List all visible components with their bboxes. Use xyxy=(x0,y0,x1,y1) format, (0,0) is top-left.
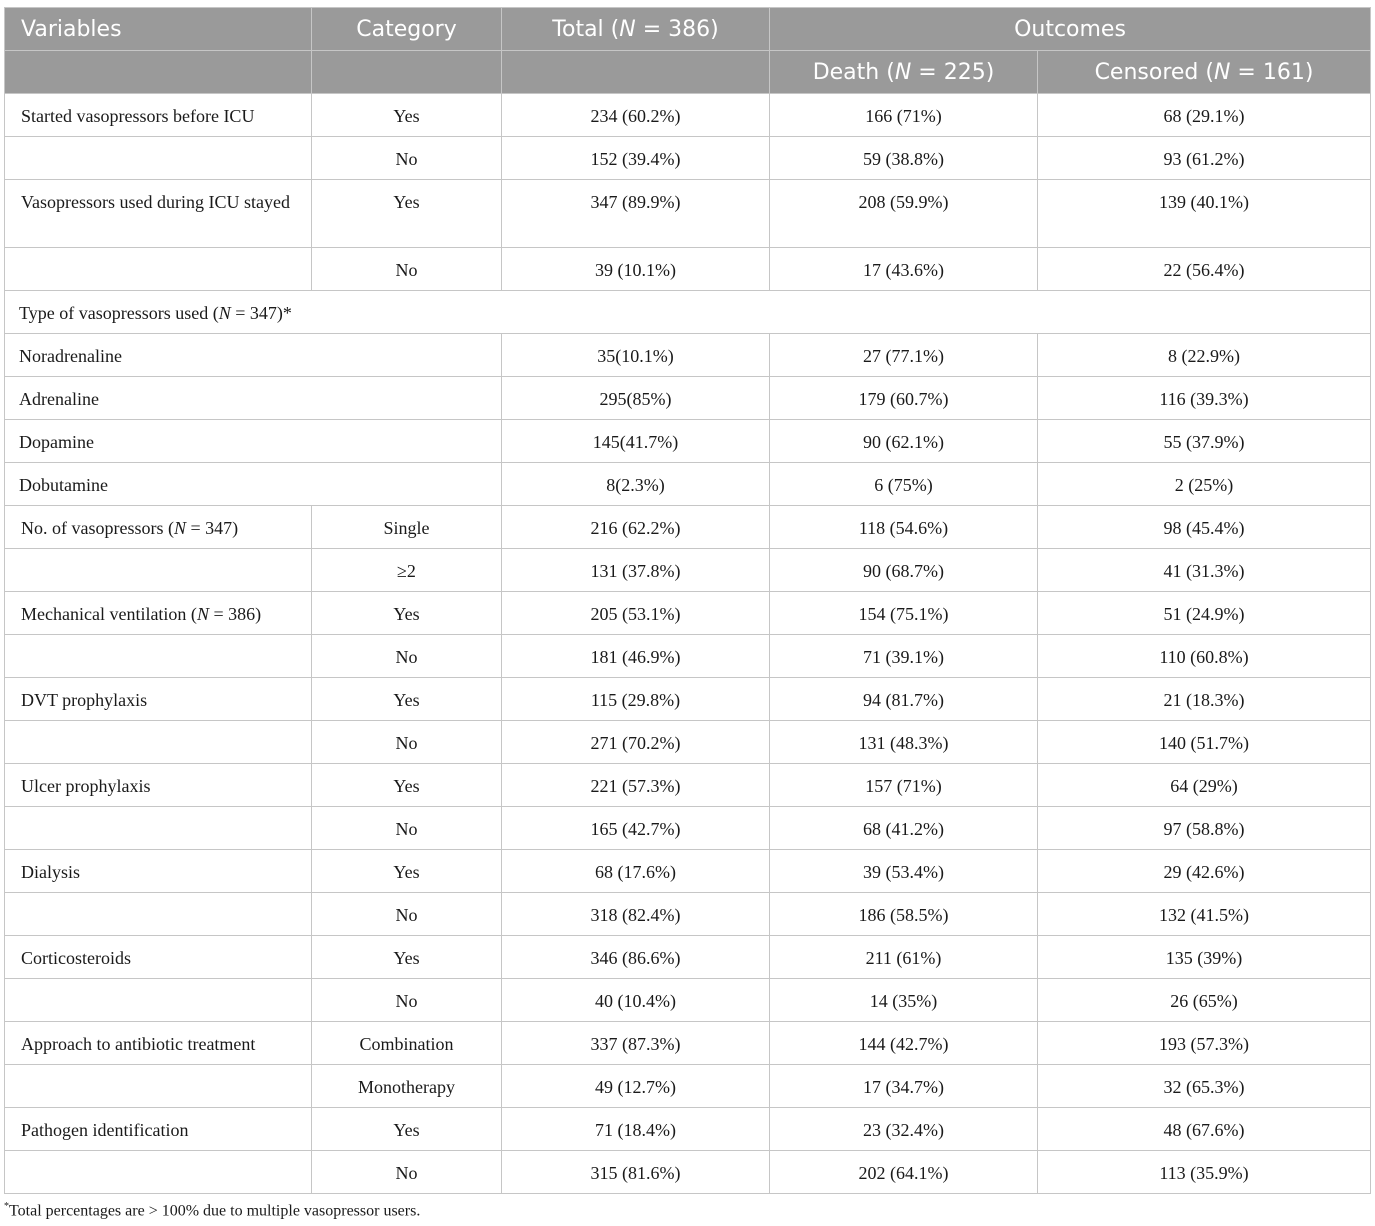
cell-total: 145(41.7%) xyxy=(502,420,770,463)
cell-total: 346 (86.6%) xyxy=(502,936,770,979)
cell-total: 39 (10.1%) xyxy=(502,248,770,291)
cell-total: 40 (10.4%) xyxy=(502,979,770,1022)
table-row xyxy=(5,137,1371,180)
cell-death: 17 (34.7%) xyxy=(770,1065,1038,1108)
cell-category: No xyxy=(312,979,502,1022)
cell-variable xyxy=(5,979,312,1022)
cell-censored: 113 (35.9%) xyxy=(1038,1151,1371,1194)
cell-death: 211 (61%) xyxy=(770,936,1038,979)
cell-variable xyxy=(5,137,312,180)
table-row xyxy=(5,1151,1371,1194)
cell-total: 181 (46.9%) xyxy=(502,635,770,678)
cell-censored: 48 (67.6%) xyxy=(1038,1108,1371,1151)
cell-category: No xyxy=(312,807,502,850)
cell-total: 337 (87.3%) xyxy=(502,1022,770,1065)
cell-censored: 68 (29.1%) xyxy=(1038,94,1371,137)
cell-censored: 51 (24.9%) xyxy=(1038,592,1371,635)
cell-total: 131 (37.8%) xyxy=(502,549,770,592)
header-empty-2 xyxy=(312,51,502,94)
cell-category: Yes xyxy=(312,678,502,721)
cell-total: 152 (39.4%) xyxy=(502,137,770,180)
cell-total: 315 (81.6%) xyxy=(502,1151,770,1194)
cell-variable: Dialysis xyxy=(5,850,312,893)
header-death: Death (N = 225) xyxy=(770,51,1038,94)
cell-death: 166 (71%) xyxy=(770,94,1038,137)
table-row xyxy=(5,506,1371,549)
cell-variable: Corticosteroids xyxy=(5,936,312,979)
cell-category: Monotherapy xyxy=(312,1065,502,1108)
cell-variable xyxy=(5,1151,312,1194)
cell-total: 318 (82.4%) xyxy=(502,893,770,936)
cell-category: No xyxy=(312,893,502,936)
cell-category: Yes xyxy=(312,936,502,979)
cell-category: No xyxy=(312,721,502,764)
cell-variable xyxy=(5,721,312,764)
cell-category: Yes xyxy=(312,592,502,635)
cell-category: No xyxy=(312,1151,502,1194)
cell-death: 208 (59.9%) xyxy=(770,180,1038,248)
table-row xyxy=(5,248,1371,291)
table-body xyxy=(5,94,1371,1194)
cell-total: 234 (60.2%) xyxy=(502,94,770,137)
cell-death: 27 (77.1%) xyxy=(770,334,1038,377)
cell-censored: 22 (56.4%) xyxy=(1038,248,1371,291)
header-total: Total (N = 386) xyxy=(502,8,770,51)
cell-variable: DVT prophylaxis xyxy=(5,678,312,721)
table-row xyxy=(5,807,1371,850)
cell-total: 35(10.1%) xyxy=(502,334,770,377)
table-row xyxy=(5,764,1371,807)
cell-vasopressor-type: Noradrenaline xyxy=(5,334,502,377)
header-category: Category xyxy=(312,8,502,51)
table-row xyxy=(5,850,1371,893)
cell-category: ≥2 xyxy=(312,549,502,592)
cell-censored: 64 (29%) xyxy=(1038,764,1371,807)
cell-total: 115 (29.8%) xyxy=(502,678,770,721)
cell-category: Combination xyxy=(312,1022,502,1065)
cell-censored: 97 (58.8%) xyxy=(1038,807,1371,850)
cell-death: 39 (53.4%) xyxy=(770,850,1038,893)
table-row xyxy=(5,1108,1371,1151)
cell-death: 59 (38.8%) xyxy=(770,137,1038,180)
table-row xyxy=(5,893,1371,936)
table-row xyxy=(5,721,1371,764)
cell-total: 68 (17.6%) xyxy=(502,850,770,893)
cell-censored: 135 (39%) xyxy=(1038,936,1371,979)
header-empty-1 xyxy=(5,51,312,94)
cell-total: 8(2.3%) xyxy=(502,463,770,506)
table-row xyxy=(5,1022,1371,1065)
cell-category: Single xyxy=(312,506,502,549)
table-row xyxy=(5,463,1371,506)
cell-death: 14 (35%) xyxy=(770,979,1038,1022)
cell-death: 157 (71%) xyxy=(770,764,1038,807)
header-variables: Variables xyxy=(5,8,312,51)
cell-death: 71 (39.1%) xyxy=(770,635,1038,678)
cell-category: Yes xyxy=(312,1108,502,1151)
vasopressor-outcomes-table xyxy=(4,7,1371,1194)
table-footnote: *Total percentages are > 100% due to multiple vasopressor users. xyxy=(4,1201,421,1220)
cell-censored: 2 (25%) xyxy=(1038,463,1371,506)
cell-variable xyxy=(5,549,312,592)
cell-total: 271 (70.2%) xyxy=(502,721,770,764)
header-outcomes: Outcomes xyxy=(770,8,1371,51)
cell-death: 179 (60.7%) xyxy=(770,377,1038,420)
cell-vasopressor-type: Adrenaline xyxy=(5,377,502,420)
section-heading: Type of vasopressors used (N = 347)* xyxy=(5,291,1371,334)
cell-censored: 132 (41.5%) xyxy=(1038,893,1371,936)
table-row xyxy=(5,377,1371,420)
cell-variable: Vasopressors used during ICU stayed xyxy=(5,180,312,248)
cell-variable: Ulcer prophylaxis xyxy=(5,764,312,807)
table-row xyxy=(5,936,1371,979)
cell-total: 221 (57.3%) xyxy=(502,764,770,807)
cell-total: 49 (12.7%) xyxy=(502,1065,770,1108)
cell-censored: 110 (60.8%) xyxy=(1038,635,1371,678)
cell-variable: Pathogen identification xyxy=(5,1108,312,1151)
cell-death: 6 (75%) xyxy=(770,463,1038,506)
cell-death: 144 (42.7%) xyxy=(770,1022,1038,1065)
cell-censored: 93 (61.2%) xyxy=(1038,137,1371,180)
cell-censored: 21 (18.3%) xyxy=(1038,678,1371,721)
table-header xyxy=(5,8,1371,94)
table-row xyxy=(5,94,1371,137)
cell-censored: 8 (22.9%) xyxy=(1038,334,1371,377)
cell-category: Yes xyxy=(312,94,502,137)
section-row xyxy=(5,291,1371,334)
cell-death: 202 (64.1%) xyxy=(770,1151,1038,1194)
cell-category: No xyxy=(312,635,502,678)
cell-total: 216 (62.2%) xyxy=(502,506,770,549)
cell-death: 90 (68.7%) xyxy=(770,549,1038,592)
cell-censored: 98 (45.4%) xyxy=(1038,506,1371,549)
cell-variable: Approach to antibiotic treatment xyxy=(5,1022,312,1065)
cell-death: 68 (41.2%) xyxy=(770,807,1038,850)
table-row xyxy=(5,1065,1371,1108)
cell-death: 131 (48.3%) xyxy=(770,721,1038,764)
cell-category: Yes xyxy=(312,850,502,893)
table-row xyxy=(5,592,1371,635)
table-row xyxy=(5,549,1371,592)
cell-death: 23 (32.4%) xyxy=(770,1108,1038,1151)
cell-category: No xyxy=(312,248,502,291)
cell-censored: 32 (65.3%) xyxy=(1038,1065,1371,1108)
cell-category: No xyxy=(312,137,502,180)
table-row xyxy=(5,979,1371,1022)
cell-variable: No. of vasopressors (N = 347) xyxy=(5,506,312,549)
cell-vasopressor-type: Dopamine xyxy=(5,420,502,463)
cell-total: 165 (42.7%) xyxy=(502,807,770,850)
cell-censored: 55 (37.9%) xyxy=(1038,420,1371,463)
cell-death: 94 (81.7%) xyxy=(770,678,1038,721)
cell-variable xyxy=(5,248,312,291)
cell-censored: 139 (40.1%) xyxy=(1038,180,1371,248)
cell-category: Yes xyxy=(312,180,502,248)
table-row xyxy=(5,420,1371,463)
cell-total: 71 (18.4%) xyxy=(502,1108,770,1151)
table-row xyxy=(5,678,1371,721)
cell-variable xyxy=(5,807,312,850)
cell-censored: 29 (42.6%) xyxy=(1038,850,1371,893)
cell-death: 118 (54.6%) xyxy=(770,506,1038,549)
cell-censored: 26 (65%) xyxy=(1038,979,1371,1022)
table-row xyxy=(5,334,1371,377)
table-row xyxy=(5,635,1371,678)
cell-censored: 116 (39.3%) xyxy=(1038,377,1371,420)
cell-total: 295(85%) xyxy=(502,377,770,420)
cell-variable: Mechanical ventilation (N = 386) xyxy=(5,592,312,635)
cell-censored: 193 (57.3%) xyxy=(1038,1022,1371,1065)
cell-category: Yes xyxy=(312,764,502,807)
cell-censored: 41 (31.3%) xyxy=(1038,549,1371,592)
cell-variable: Started vasopressors before ICU xyxy=(5,94,312,137)
cell-variable xyxy=(5,635,312,678)
header-empty-3 xyxy=(502,51,770,94)
cell-total: 347 (89.9%) xyxy=(502,180,770,248)
cell-variable xyxy=(5,1065,312,1108)
cell-death: 154 (75.1%) xyxy=(770,592,1038,635)
cell-death: 17 (43.6%) xyxy=(770,248,1038,291)
cell-total: 205 (53.1%) xyxy=(502,592,770,635)
table-row xyxy=(5,180,1371,248)
cell-vasopressor-type: Dobutamine xyxy=(5,463,502,506)
cell-variable xyxy=(5,893,312,936)
cell-death: 90 (62.1%) xyxy=(770,420,1038,463)
cell-censored: 140 (51.7%) xyxy=(1038,721,1371,764)
header-censored: Censored (N = 161) xyxy=(1038,51,1371,94)
cell-death: 186 (58.5%) xyxy=(770,893,1038,936)
